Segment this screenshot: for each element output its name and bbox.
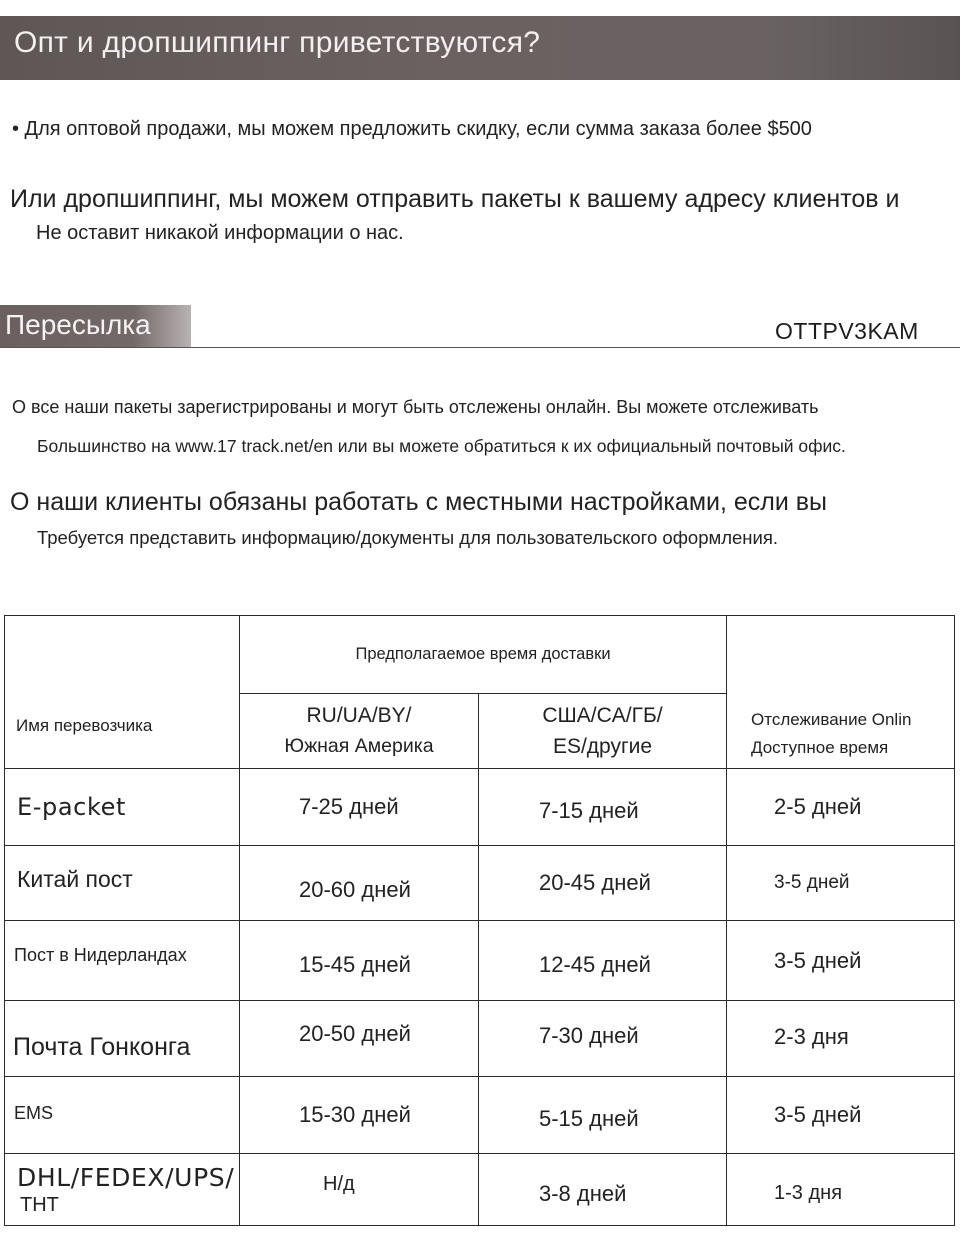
region2-time: 12-45 дней xyxy=(479,921,727,1001)
carrier-name: DHL/FEDEX/UPS/ ТНТ xyxy=(5,1154,240,1226)
shipping-rates-table xyxy=(4,615,955,1226)
section-divider xyxy=(0,347,960,348)
region1-time: 20-60 дней xyxy=(240,846,479,921)
tracking-time: 3-5 дней xyxy=(727,921,955,1001)
region1-time: 15-30 дней xyxy=(240,1077,479,1154)
tracking-time: 3-5 дней xyxy=(727,846,955,921)
customs-text-line1: О наши клиенты обязаны работать с местными настройками, если вы xyxy=(10,488,828,516)
table-row xyxy=(5,1154,955,1226)
table-row xyxy=(5,1001,955,1077)
carrier-name: Китай пост xyxy=(5,846,240,921)
region1-time: 7-25 дней xyxy=(240,769,479,846)
shipping-code: OTTPV3KAM xyxy=(775,318,919,344)
region2-time: 5-15 дней xyxy=(479,1077,727,1154)
customs-text-line2: Требуется представить информацию/документы для пользовательского оформления. xyxy=(37,527,779,548)
region2-time: 3-8 дней xyxy=(479,1154,727,1226)
region2-time: 20-45 дней xyxy=(479,846,727,921)
carrier-name: E-packet xyxy=(5,769,240,846)
region2-header: США/CA/ГБ/ ES/другие xyxy=(479,694,727,769)
carrier-name: Пост в Нидерландах xyxy=(5,921,240,1001)
region2-time: 7-30 дней xyxy=(479,1001,727,1077)
carrier-name: EMS xyxy=(5,1077,240,1154)
region1-header: RU/UA/BY/ Южная Америка xyxy=(240,694,479,769)
region1-time: Н/д xyxy=(240,1154,479,1226)
tracking-time: 2-5 дней xyxy=(727,769,955,846)
page-title: Опт и дропшиппинг приветствуются? xyxy=(14,26,541,59)
tracking-text-line2: Большинство на www.17 track.net/en или вы можете обратиться к их официальный почтовый офис. xyxy=(37,436,846,456)
region1-time: 20-50 дней xyxy=(240,1001,479,1077)
tracking-time: 1-3 дня xyxy=(727,1154,955,1226)
dropship-text-line1: Или дропшиппинг, мы можем отправить пакеты к вашему адресу клиентов и xyxy=(10,185,900,213)
tracking-time: 3-5 дней xyxy=(727,1077,955,1154)
table-row xyxy=(5,769,955,846)
wholesale-discount-text: • Для оптовой продажи, мы можем предложить скидку, если сумма заказа более $500 xyxy=(12,118,812,140)
table-row xyxy=(5,1077,955,1154)
region2-time: 7-15 дней xyxy=(479,769,727,846)
table-header-row xyxy=(5,616,955,694)
dropship-text-line2: Не оставит никакой информации о нас. xyxy=(36,222,404,244)
estimated-time-header: Предполагаемое время доставки xyxy=(240,616,727,694)
region1-time: 15-45 дней xyxy=(240,921,479,1001)
carrier-header: Имя перевозчика xyxy=(5,616,240,769)
tracking-header: Отслеживание Onlin Доступное время xyxy=(727,616,955,769)
table-row xyxy=(5,846,955,921)
tracking-time: 2-3 дня xyxy=(727,1001,955,1077)
tracking-text-line1: О все наши пакеты зарегистрированы и могут быть отслежены онлайн. Вы можете отслеживать xyxy=(12,397,819,417)
shipping-section-title: Пересылка xyxy=(5,309,151,340)
table-row xyxy=(5,921,955,1001)
carrier-name: Почта Гонконга xyxy=(5,1001,240,1077)
